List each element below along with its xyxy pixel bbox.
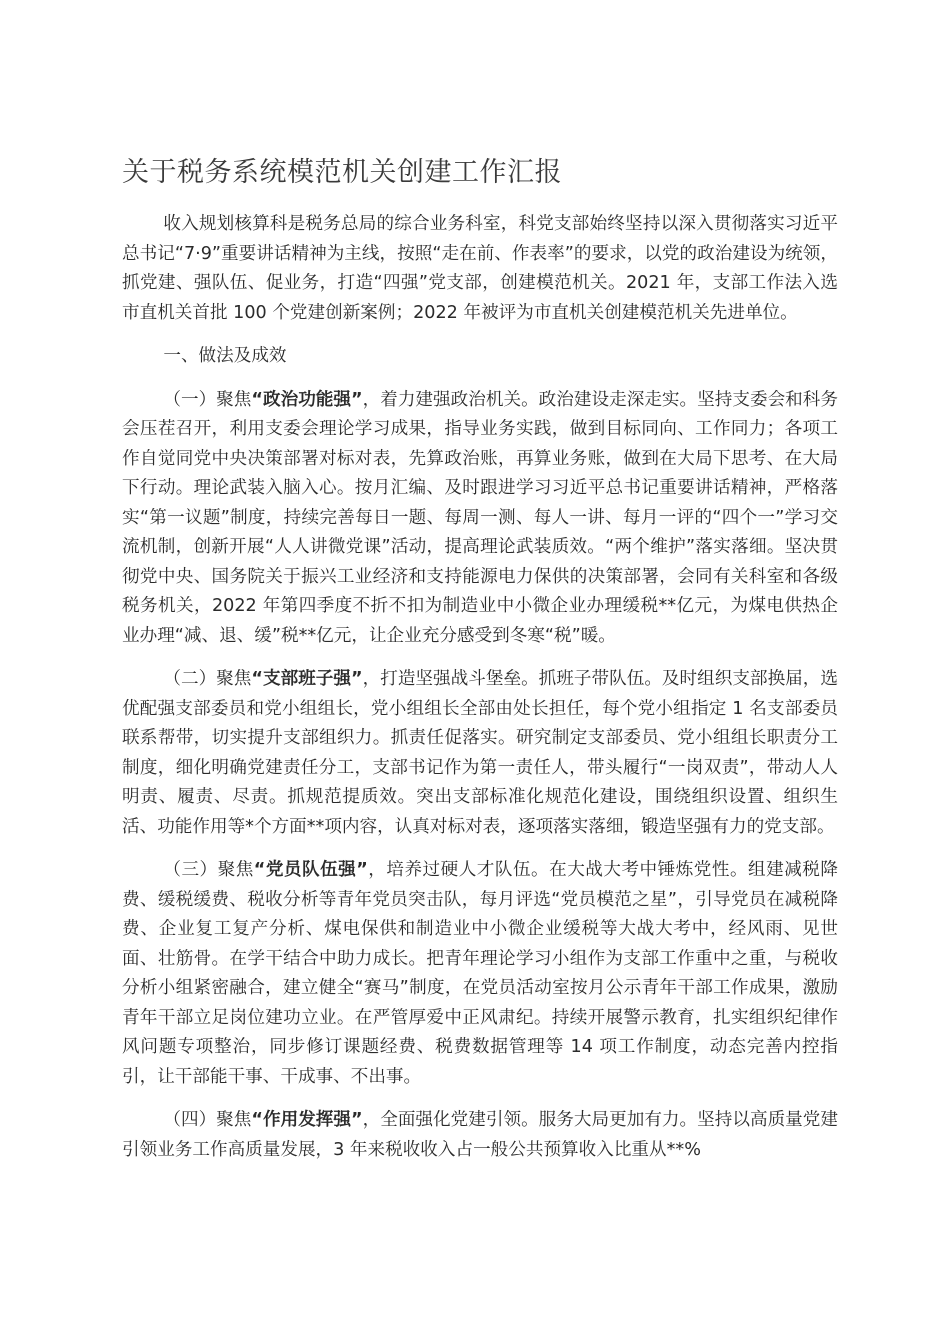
item-body: ，着力建强政治机关。政治建设走深走实。坚持支委会和科务会压茬召开，利用支委会理论学习成果，指导业务实践，做到目标同向、工作同力；各项工作自觉同党中央决策部署对标对表，先算政治账，再算业务账，做到在大局下思考、在大局下行动。理论武装入脑入心。按月汇编、及时跟进学习习近平总书记重要讲话精神，严格落实“第一议题”制度，持续完善每日一题、每周一测、每人一讲、每月一评的“四个一”学习交流机制，创新开展“人人讲微党课”活动，提高理论武装质效。“两个维护”落实落细。坚决贯彻党中央、国务院关于振兴工业经济和支持能源电力保供的决策部署，会同有关科室和各级税务机关，2022 年第四季度不折不扣为制造业中小微企业办理缓税**亿元，为煤电供热企业办理“减、退、缓”税**亿元，让企业充分感受到冬寒“税”暖。: [122, 389, 838, 646]
section-heading: 一、做法及成效: [163, 346, 287, 366]
item-paragraph-1: [122, 386, 838, 652]
item-lead: “支部班子强”: [251, 669, 363, 689]
item-paragraph-3: [122, 856, 838, 1092]
item-paragraph-4: [122, 1106, 838, 1165]
item-lead: “作用发挥强”: [251, 1110, 363, 1130]
item-prefix: （二）聚焦: [163, 669, 252, 689]
item-lead: “政治功能强”: [251, 389, 363, 410]
item-prefix: （一）聚焦: [163, 389, 252, 410]
item-paragraph-2: [122, 665, 838, 842]
item-prefix: （三）聚焦: [163, 860, 254, 880]
document-page: [122, 150, 838, 1165]
item-prefix: （四）聚焦: [163, 1110, 252, 1130]
item-lead: “党员队伍强”: [253, 860, 368, 880]
item-body: ，打造坚强战斗堡垒。抓班子带队伍。及时组织支部换届，选优配强支部委员和党小组组长，党小组组长全部由处长担任，每个党小组指定 1 名支部委员联系帮带，切实提升支部组织力。抓责任促落实。研究制定支部委员、党小组组长职责分工制度，细化明确党建责任分工，支部书记作为第一责任人，带头履行“一岗双责”，带动人人明责、履责、尽责。抓规范提质效。突出支部标准化规范化建设，围绕组织设置、组织生活、功能作用等*个方面**项内容，认真对标对表，逐项落实落细，锻造坚强有力的党支部。: [122, 669, 838, 837]
item-body: ，全面强化党建引领。服务大局更加有力。坚持以高质量党建引领业务工作高质量发展，3 年来税收收入占一般公共预算收入比重从**%: [122, 1110, 838, 1160]
item-body: ，培养过硬人才队伍。在大战大考中锤炼党性。组建减税降费、缓税缓费、税收分析等青年党员突击队，每月评选“党员模范之星”，引导党员在减税降费、企业复工复产分析、煤电保供和制造业中小微企业缓税等大战大考中，经风雨、见世面、壮筋骨。在学干结合中助力成长。把青年理论学习小组作为支部工作重中之重，与税收分析小组紧密融合，建立健全“赛马”制度，在党员活动室按月公示青年干部工作成果，激励青年干部立足岗位建功立业。在严管厚爱中正风肃纪。持续开展警示教育，扎实组织纪律作风问题专项整治，同步修订课题经费、税费数据管理等 14 项工作制度，动态完善内控指引，让干部能干事、干成事、不出事。: [122, 860, 838, 1087]
intro-paragraph: 收入规划核算科是税务总局的综合业务科室，科党支部始终坚持以深入贯彻落实习近平总书记“7·9”重要讲话精神为主线，按照“走在前、作表率”的要求，以党的政治建设为统领，抓党建、强队伍、促业务，打造“四强”党支部，创建模范机关。2021 年，支部工作法入选市直机关首批 100 个党建创新案例；2022 年被评为市直机关创建模范机关先进单位。: [122, 214, 838, 323]
document-title: 关于税务系统模范机关创建工作汇报: [122, 157, 562, 188]
